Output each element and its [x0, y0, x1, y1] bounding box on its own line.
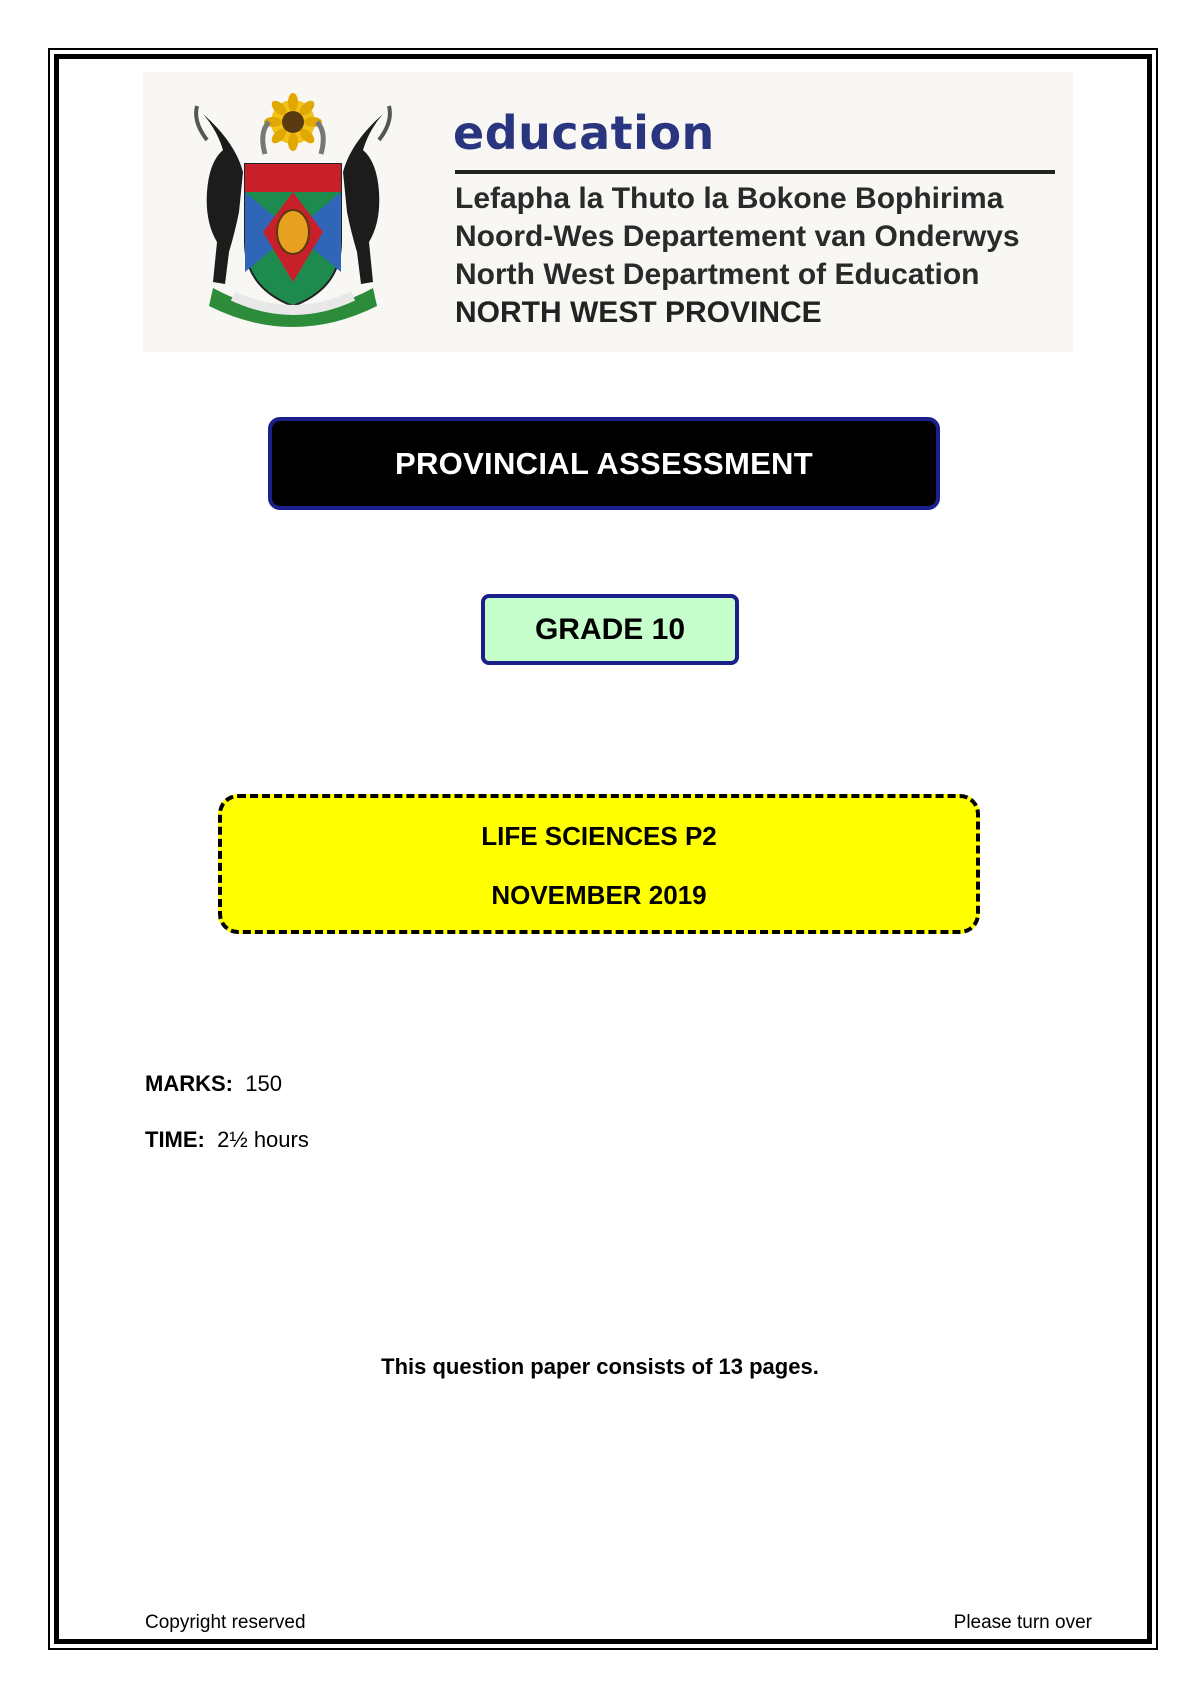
department-name-english: North West Department of Education	[455, 258, 980, 291]
turn-over-footer: Please turn over	[953, 1612, 1092, 1633]
marks-label: MARKS:	[145, 1071, 233, 1096]
marks-value: 150	[245, 1071, 282, 1096]
department-header	[143, 72, 1073, 352]
education-logo-text: education	[453, 106, 715, 160]
marks-info	[145, 1071, 282, 1097]
grade-box: GRADE 10	[481, 594, 739, 665]
coat-of-arms-icon	[173, 92, 413, 332]
subject-name: LIFE SCIENCES P2	[481, 821, 717, 851]
assessment-banner: PROVINCIAL ASSESSMENT	[268, 417, 940, 510]
copyright-footer: Copyright reserved	[145, 1612, 306, 1633]
logo-divider	[455, 170, 1055, 174]
time-label: TIME:	[145, 1127, 205, 1152]
exam-date: NOVEMBER 2019	[491, 880, 707, 910]
time-info	[145, 1127, 309, 1153]
province-name: NORTH WEST PROVINCE	[455, 296, 822, 329]
department-name-tswana: Lefapha la Thuto la Bokone Bophirima	[455, 182, 1004, 215]
subject-box	[218, 794, 980, 934]
page-count-note: This question paper consists of 13 pages.	[381, 1354, 819, 1379]
time-value: 2½ hours	[217, 1127, 309, 1152]
department-name-afrikaans: Noord-Wes Departement van Onderwys	[455, 220, 1020, 253]
department-names	[455, 180, 1020, 332]
